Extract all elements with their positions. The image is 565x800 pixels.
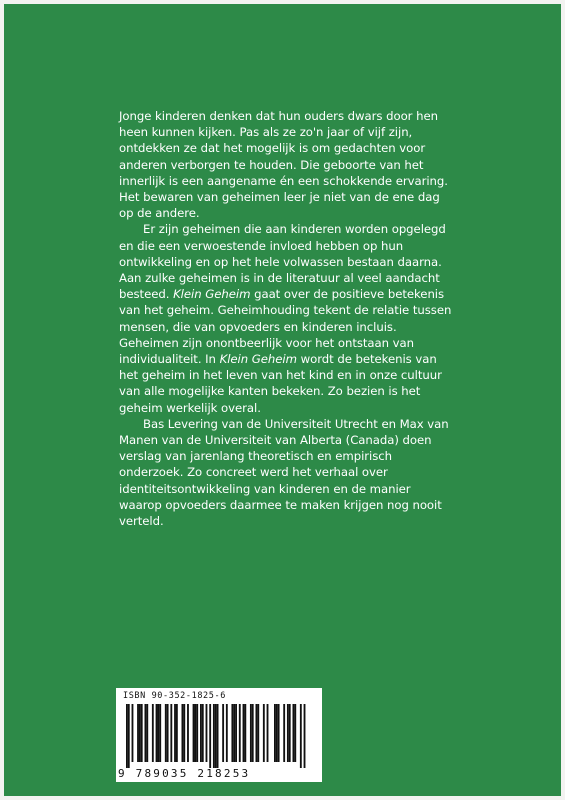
barcode-bar [274,704,276,762]
barcode-bar [244,704,246,762]
barcode-bar [243,704,245,762]
barcode-bar [139,704,141,762]
barcode-bar [126,704,128,768]
barcode-bar [182,704,184,762]
barcode-bar [289,704,291,762]
blurb-paragraph-3: Bas Levering van de Universiteit Utrecht en Max van Manen van de Universiteit van Alberta (Canada) doen verslag van jarenlang theoretisch en empirisch onderzoek. Zo concreet werd het verhaal over identiteitsontwikkeling van kinderen en de manier waarop opvoeders daarmee te maken krijgen nog nooit verteld. [119,416,449,529]
barcode-bar [156,704,158,762]
barcode-bar [231,704,233,762]
barcode-bar [141,704,143,762]
barcode-bar [283,704,285,762]
book-title-italic: Klein Geheim [219,352,297,367]
barcode-bar [233,704,235,762]
barcode-bar [193,704,195,762]
barcode-bar [159,704,161,762]
barcode-bar [202,704,204,762]
blurb-paragraph-1: Jonge kinderen denken dat hun ouders dwars door hen heen kunnen kijken. Pas als ze zo'n jaar of vijf zijn, ontdekken ze dat het mogelijk is om gedachten voor anderen verborgen te houden. Die geboorte van het innerlijk is een aangename én een schokkende ervaring. Het bewaren van geheimen leer je niet van de ene dag op de andere. [119,109,448,221]
barcode-bar [226,704,228,762]
barcode-bar [183,704,185,762]
barcode-bar [145,704,147,762]
isbn-label: ISBN 90-352-1825-6 [123,691,226,701]
barcode-bar [252,704,254,762]
barcode-bar [222,704,224,762]
barcode-bar [293,704,295,762]
barcode-bar [187,704,189,762]
barcode-bar [167,704,169,762]
barcode [122,704,316,768]
back-cover [4,4,561,796]
barcode-bar [152,704,154,762]
barcode-bar [146,704,148,762]
blurb-paragraph-2 [119,221,454,415]
blurb-paragraph-2-part-3: wordt de betekenis van het geheim in het leven van het kind en in onze cultuur van alle mogelijke kanten bekeken. Zo bezien is het geheim werkelijk overal. [119,352,442,415]
barcode-bar [170,704,172,762]
barcode-bar [250,704,252,762]
blurb-text [119,108,454,529]
barcode-bar [276,704,278,762]
barcode-bar [217,704,219,768]
isbn-barcode-box [116,688,322,782]
barcode-bar [263,704,265,762]
barcode-bar [215,704,217,768]
blurb-paragraph-2-part-1: Er zijn geheimen die aan kinderen worden opgelegd en die een verwoestende invloed hebben op hun ontwikkeling en op het hele volwassen bestaan daarna. Aan zulke geheimen is in de literatuur al veel aandacht besteed. [119,222,446,302]
barcode-bar [194,704,196,762]
barcode-bar [157,704,159,762]
barcode-bar [287,704,289,762]
barcode-bar [137,704,139,762]
blurb-paragraph-2-part-2: gaat over de positieve betekenis van het geheim. Geheimhouding tekent de relatie tussen mensen, die van opvoeders en kinderen incluis. Geheimen zijn onontbeerlijk voor het ontstaan van individualiteit. In [119,287,452,367]
barcode-bar [304,704,306,768]
barcode-bar [206,704,208,762]
barcode-bar [278,704,280,762]
barcode-bar [235,704,237,762]
barcode-bar [174,704,176,762]
barcode-bar [239,704,241,762]
barcode-bar [257,704,259,762]
barcode-bar [213,704,215,768]
barcode-bar [196,704,198,762]
barcode-digits: 9 789035 218253 [118,767,251,780]
barcode-bar [294,704,296,762]
barcode-bar [200,704,202,762]
barcode-bar [165,704,167,762]
barcode-bar [209,704,211,768]
book-title-italic: Klein Geheim [173,287,251,302]
barcode-bar [176,704,178,762]
barcode-bar [128,704,130,768]
barcode-bar [132,704,134,762]
barcode-bar [300,704,302,768]
barcode-bar [256,704,258,762]
barcode-bar [267,704,269,762]
